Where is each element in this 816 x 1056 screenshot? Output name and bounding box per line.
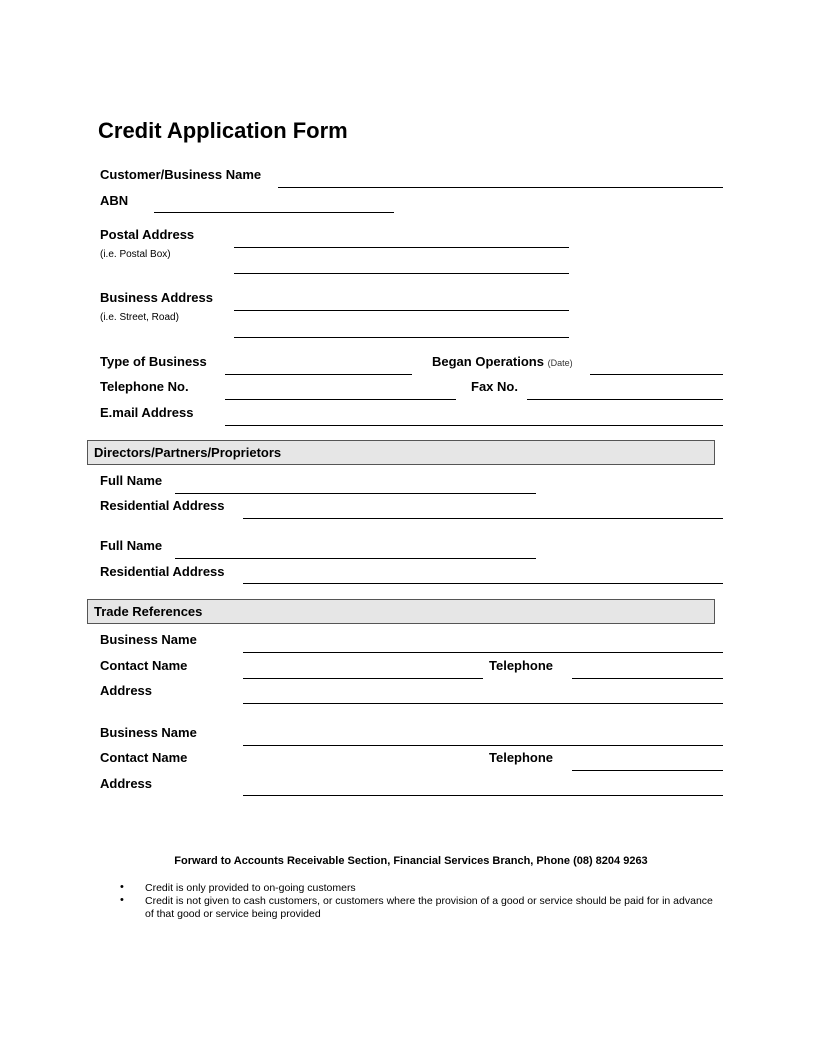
bullet-icon: •	[120, 881, 124, 893]
telephone-label: Telephone No.	[100, 379, 189, 394]
email-field[interactable]	[225, 425, 723, 426]
list-item-text: Credit is not given to cash customers, or customers where the provision of a good or service should be paid for in advance of that good or service being provided	[145, 895, 713, 920]
director-2-full-name-field[interactable]	[175, 558, 536, 559]
abn-label: ABN	[100, 193, 129, 208]
began-operations-text: Began Operations	[432, 354, 544, 369]
director-2-address-label: Residential Address	[100, 564, 225, 579]
director-1-full-name-field[interactable]	[175, 493, 536, 494]
trade-1-contact-field[interactable]	[243, 678, 483, 679]
customer-name-label: Customer/Business Name	[100, 167, 262, 182]
email-label: E.mail Address	[100, 405, 194, 420]
began-operations-hint: (Date)	[547, 358, 573, 368]
list-item-text: Credit is only provided to on-going customers	[145, 882, 356, 894]
trade-1-contact-label: Contact Name	[100, 658, 188, 673]
postal-address-field-2[interactable]	[234, 273, 569, 274]
director-1-full-name-label: Full Name	[100, 473, 163, 488]
postal-address-hint: (i.e. Postal Box)	[100, 249, 171, 260]
director-1-address-field[interactable]	[243, 518, 723, 519]
postal-address-label: Postal Address	[100, 227, 195, 242]
forward-instructions: Forward to Accounts Receivable Section, Financial Services Branch, Phone (08) 8204 9263	[174, 855, 648, 867]
began-operations-label	[432, 354, 573, 369]
trade-2-business-label: Business Name	[100, 725, 197, 740]
postal-address-field-1[interactable]	[234, 247, 569, 248]
trade-1-business-field[interactable]	[243, 652, 723, 653]
trade-1-address-field[interactable]	[243, 703, 723, 704]
trade-section-title: Trade References	[94, 604, 203, 619]
type-of-business-label: Type of Business	[100, 354, 207, 369]
trade-2-telephone-field[interactable]	[572, 770, 723, 771]
director-1-address-label: Residential Address	[100, 498, 225, 513]
fax-label: Fax No.	[471, 379, 518, 394]
trade-1-telephone-label: Telephone	[489, 658, 554, 673]
fax-field[interactable]	[527, 399, 723, 400]
trade-2-address-label: Address	[100, 776, 153, 791]
trade-1-address-label: Address	[100, 683, 153, 698]
director-2-full-name-label: Full Name	[100, 538, 163, 553]
type-of-business-field[interactable]	[225, 374, 412, 375]
bullet-icon: •	[120, 894, 124, 906]
trade-1-telephone-field[interactable]	[572, 678, 723, 679]
trade-1-business-label: Business Name	[100, 632, 197, 647]
business-address-field-1[interactable]	[234, 310, 569, 311]
began-operations-field[interactable]	[590, 374, 723, 375]
business-address-hint: (i.e. Street, Road)	[100, 312, 179, 323]
telephone-field[interactable]	[225, 399, 456, 400]
trade-2-contact-label: Contact Name	[100, 750, 188, 765]
directors-section-header	[87, 440, 715, 465]
trade-2-business-field[interactable]	[243, 745, 723, 746]
business-address-field-2[interactable]	[234, 337, 569, 338]
trade-2-address-field[interactable]	[243, 795, 723, 796]
trade-2-telephone-label: Telephone	[489, 750, 554, 765]
abn-field[interactable]	[154, 212, 394, 213]
business-address-label: Business Address	[100, 290, 213, 305]
trade-section-header	[87, 599, 715, 624]
director-2-address-field[interactable]	[243, 583, 723, 584]
page-title: Credit Application Form	[98, 118, 348, 143]
directors-section-title: Directors/Partners/Proprietors	[94, 445, 282, 460]
customer-name-field[interactable]	[278, 187, 723, 188]
